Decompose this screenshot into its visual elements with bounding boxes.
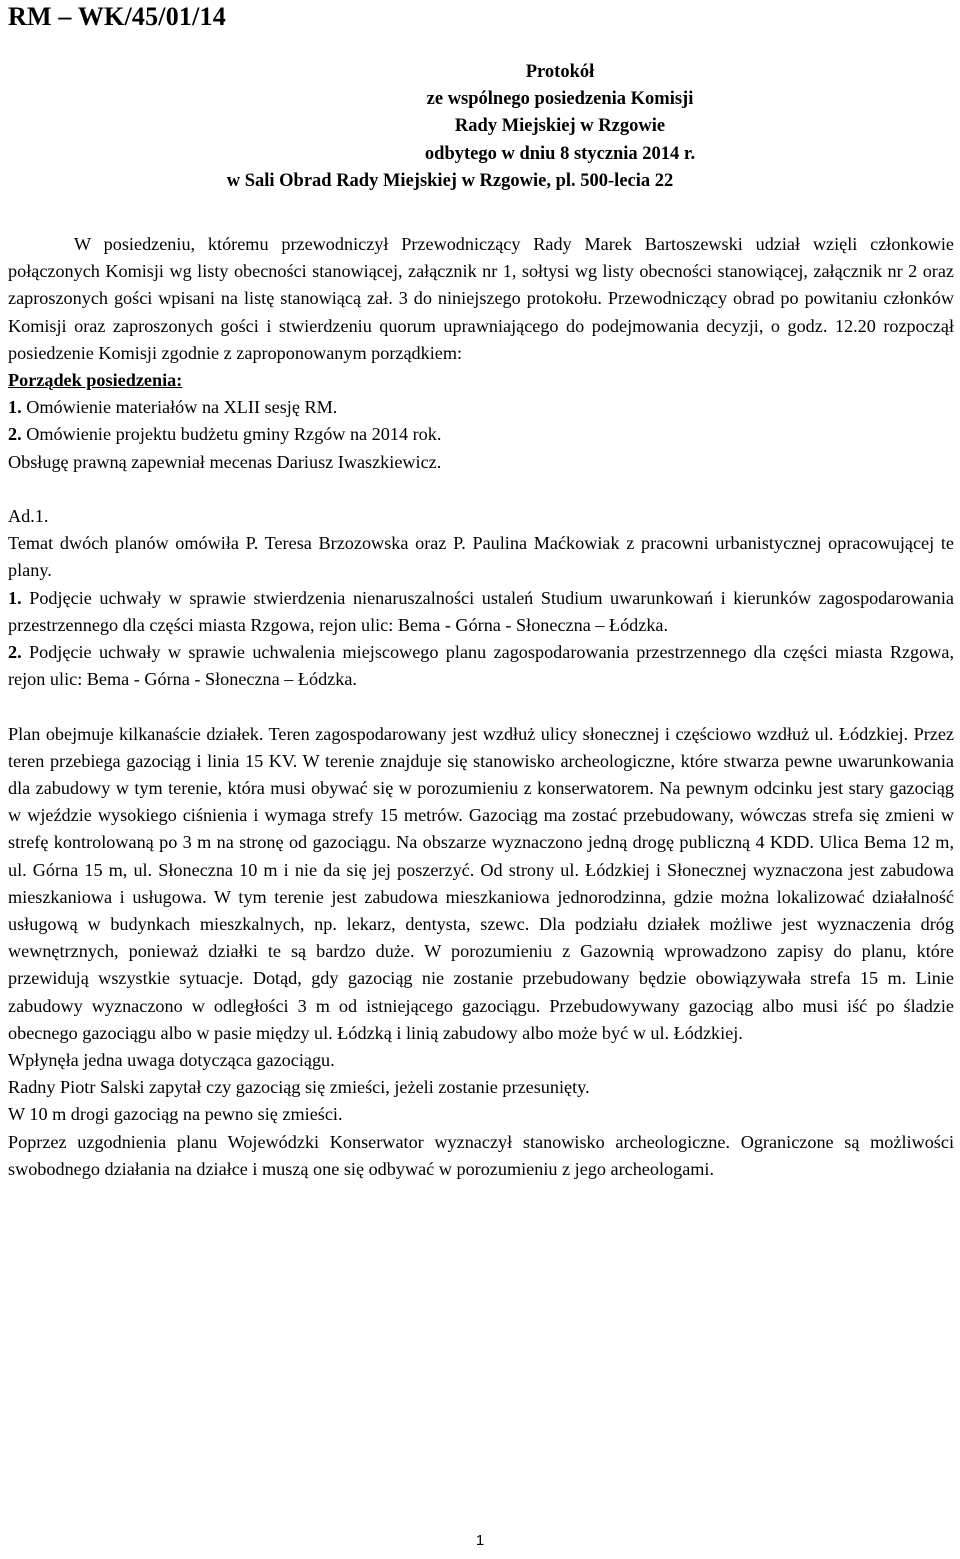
- remark-line-3: W 10 m drogi gazociąg na pewno się zmieści.: [8, 1104, 343, 1125]
- agenda-item-1: [8, 394, 954, 421]
- agenda-item-text: Omówienie materiałów na XLII sesję RM.: [21, 397, 338, 418]
- remark-line-1: Wpłynęła jedna uwaga dotycząca gazociągu.: [8, 1050, 335, 1071]
- protocol-title: [0, 59, 960, 195]
- document-body: [8, 231, 954, 1183]
- resolution-item-1: [8, 585, 954, 639]
- resolution-text: Podjęcie uchwały w sprawie stwierdzenia nienaruszalności ustaleń Studium uwarunkowań i kierunków zagospodarowania przestrzennego dla części miasta Rzgowa, rejon ulic: Bema - Górna - Słoneczna – Łódzka.: [8, 587, 954, 635]
- remark-line-2: Radny Piotr Salski zapytał czy gazociąg się zmieści, jeżeli zostanie przesunięty.: [8, 1077, 590, 1098]
- document-id: RM – WK/45/01/14: [8, 2, 226, 31]
- legal-service-note: Obsługę prawną zapewniał mecenas Dariusz Iwaszkiewicz.: [8, 451, 442, 472]
- intro-paragraph: W posiedzeniu, któremu przewodniczył Przewodniczący Rady Marek Bartoszewski udział wzięli członkowie połączonych Komisji wg listy obecności stanowiącej, załącznik nr 1, sołtysi wg listy obecności stanowiącej, załącznik nr 2 oraz zaproszonych gości wpisani na listę stanowiącą zał. 3 do niniejszego protokołu. Przewodniczący obrad po powitaniu członków Komisji oraz zaproszonych gości i stwierdzeniu quorum uprawniającego do podejmowania decyzji, o godz. 12.20 rozpoczął posiedzenie Komisji zgodnie z zaproponowanym porządkiem:: [8, 234, 954, 363]
- agenda-heading: Porządek posiedzenia:: [8, 370, 183, 391]
- ad1-heading: Ad.1.: [8, 506, 49, 527]
- page-number: 1: [475, 1532, 485, 1549]
- agenda-item-number: 1.: [8, 397, 22, 418]
- resolution-item-2: [8, 639, 954, 693]
- title-line-5: w Sali Obrad Rady Miejskiej w Rzgowie, pl. 500-lecia 22: [226, 170, 674, 191]
- agenda-item-text: Omówienie projektu budżetu gminy Rzgów na 2014 rok.: [21, 424, 442, 445]
- plan-description-paragraph: Plan obejmuje kilkanaście działek. Teren zagospodarowany jest wzdłuż ulicy słonecznej i częściowo wzdłuż ul. Łódzkiej. Przez teren przebiega gazociąg i linia 15 KV. W terenie znajduje się stanowisko archeologiczne, które stwarza pewne uwarunkowania dla zabudowy w tym terenie, która musi obywać się w porozumieniu z konserwatorem. Na pewnym odcinku jest stary gazociąg w wjeździe wysokiego ciśnienia i wymaga strefy 15 metrów. Gazociąg ma zostać przebudowany, wówczas strefa się zmieni w strefę kontrolowaną po 3 m na stronę od gazociągu. Na obszarze wyznaczono jedną drogę publiczną 4 KDD. Ulica Bema 12 m, ul. Górna 15 m, ul. Słoneczna 10 m i nie da się jej poszerzyć. Od strony ul. Łódzkiej i Słonecznej wyznaczona jest zabudowa mieszkaniowa i usługowa. W tym terenie jest zabudowa mieszkaniowa jednorodzinna, gdzie można lokalizować działalność usługową w budynkach mieszkalnych, np. lekarz, dentysta, szewc. Dla podziału działek możliwe jest wyznaczenia dróg wewnętrznych, ponieważ działki te są bardzo duże. W porozumieniu z Gazownią wprowadzono zapisy do planu, które przewidują wszystkie sytuacje. Dotąd, gdy gazociąg nie zostanie przebudowany będzie obowiązywała strefa 15 m. Linie zabudowy wyznaczono w odległości 3 m od istniejącego gazociągu. Przebudowywany gazociąg albo musi iść po śladzie obecnego gazociągu albo w pasie między ul. Łódzką i linią zabudowy albo może być w ul. Łódzkiej.: [8, 723, 954, 1043]
- spacer: [8, 693, 954, 720]
- title-line-1: Protokół: [525, 62, 595, 82]
- resolution-text: Podjęcie uchwały w sprawie uchwalenia miejscowego planu zagospodarowania przestrzennego dla części miasta Rzgowa, rejon ulic: Bema - Górna - Słoneczna – Łódzka.: [8, 642, 954, 690]
- resolution-number: 2.: [8, 642, 22, 663]
- title-line-4: odbytego w dniu 8 stycznia 2014 r.: [424, 143, 696, 164]
- agenda-item-number: 2.: [8, 424, 22, 445]
- spacer: [8, 476, 954, 503]
- title-line-2: ze wspólnego posiedzenia Komisji: [426, 89, 694, 110]
- ad1-intro: Temat dwóch planów omówiła P. Teresa Brzozowska oraz P. Paulina Maćkowiak z pracowni urbanistycznej opracowującej te plany.: [8, 533, 954, 581]
- title-line-3: Rady Miejskiej w Rzgowie: [454, 116, 666, 137]
- agenda-item-2: [8, 421, 954, 448]
- final-paragraph: Poprzez uzgodnienia planu Wojewódzki Konserwator wyznaczył stanowisko archeologiczne. Ograniczone są możliwości swobodnego działania na działce i muszą one się odbywać w porozumieniu z jego archeologami.: [8, 1131, 954, 1179]
- resolution-number: 1.: [8, 587, 22, 608]
